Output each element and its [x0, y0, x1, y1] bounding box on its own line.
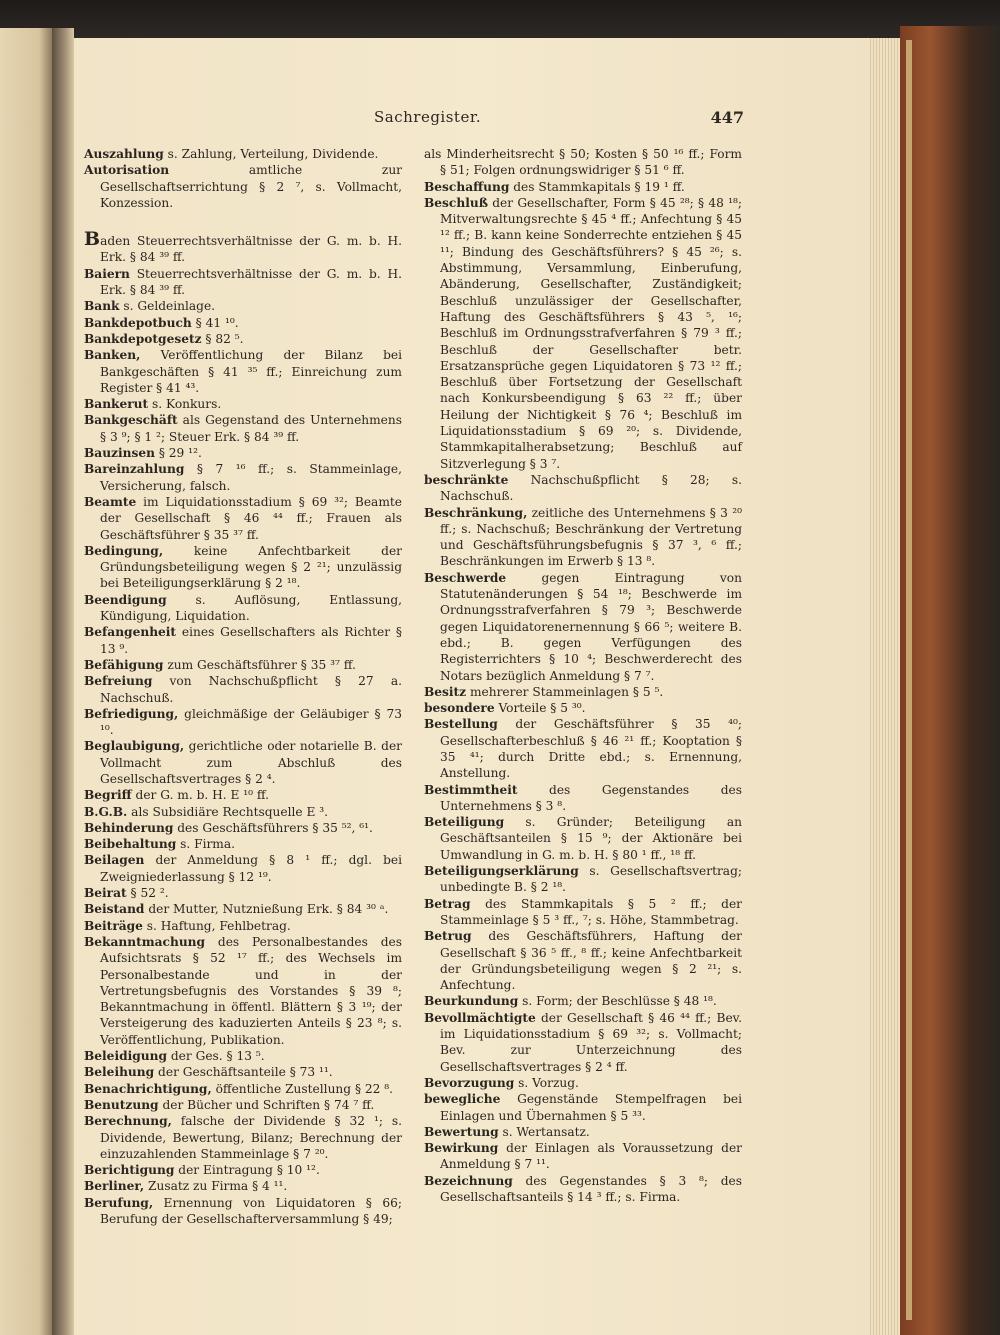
index-entry-heading: Bezeichnung — [424, 1173, 513, 1188]
cover-endpaper-strip — [906, 40, 912, 1320]
index-entry — [84, 592, 402, 625]
index-entry-heading: Bevollmächtigte — [424, 1010, 536, 1025]
index-column-right — [424, 146, 742, 1205]
index-entry-text: s. Haftung, Fehlbetrag. — [142, 918, 291, 933]
index-entry — [84, 461, 402, 494]
index-entry-text: des Personalbestandes des Aufsichtsrats § 52 ¹⁷ ff.; des Wechsels im Personalbestande und in der Vertretungsbefugnis des Vorstandes § 39 ⁸; Bekanntmachung in öffentl. Blättern § 3 ¹⁹; der Versteigerung des kaduzierten Anteils § 23 ⁸; s. Veröffentlichung, Publikation. — [100, 934, 402, 1047]
index-entry — [424, 195, 742, 472]
index-entry-heading: Behinderung — [84, 820, 174, 835]
index-entry-text: als Gegenstand des Unternehmens § 3 ⁹; § 1 ²; Steuer Erk. § 84 ³⁹ ff. — [100, 413, 402, 444]
index-entry-text: Gegenstände Stempelfragen bei Einlagen und Übernahmen § 5 ³³. — [440, 1092, 742, 1123]
index-entry-text: der Gesellschafter, Form § 45 ²⁸; § 48 ¹⁸; Mitverwaltungsrechte § 45 ⁴ ff.; Anfechtung § 45 ¹² ff.; B. kann keine Sonderrechte entziehen § 45 ¹¹; Bindung des Geschäftsführers? § 45 ²⁶; s. Abstimmung, Versammlung, Einberufung, Abänderung, Gesellschafter, Zuständigkeit; Beschluß unzulässiger der Gesellschafter, Haftung des Geschäftsführers § 43 ⁵, ¹⁶; Beschluß im Ordnungsstrafverfahren § 79 ³ ff.; Beschluß der Gesellschafter betr. Ersatzansprüche gegen Liquidatoren § 73 ¹² ff.; Beschluß über Fortsetzung der Gesellschaft nach Konkursbeendigung § 63 ²² ff.; über Heilung der Nichtigkeit § 76 ⁴; Beschluß im Liquidationsstadium § 69 ²⁰; s. Dividende, Stammkapitalherabsetzung; Beschluß auf Sitzverlegung § 3 ⁷. — [440, 195, 742, 471]
index-entry — [84, 1064, 402, 1080]
index-entry-heading: Beirat — [84, 886, 127, 901]
index-entry-heading: B — [84, 228, 101, 251]
index-entry-heading: Bewirkung — [424, 1141, 499, 1156]
index-entry-heading: Bank — [84, 299, 120, 314]
index-entry-text: Ernennung von Liquidatoren § 66; Berufung der Gesellschafterversammlung § 49; — [100, 1195, 402, 1226]
index-entry-text: s. Form; der Beschlüsse § 48 ¹⁸. — [518, 994, 717, 1009]
index-entry-heading: Beteiligung — [424, 815, 505, 830]
index-entry-text: falsche der Dividende § 32 ¹; s. Dividende, Bewertung, Bilanz; Berechnung der einzuzahlenden Stammeinlage § 7 ²⁰. — [100, 1114, 402, 1161]
index-entry — [84, 738, 402, 787]
index-entry — [84, 673, 402, 706]
index-entry — [84, 1113, 402, 1162]
index-entry-heading: Beschaffung — [424, 179, 510, 194]
index-entry-text: eines Gesellschafters als Richter § 13 ⁹. — [100, 625, 402, 656]
index-entry-text: § 41 ¹⁰. — [191, 315, 239, 330]
index-entry-heading: Bareinzahlung — [84, 462, 185, 477]
index-entry — [424, 472, 742, 505]
index-entry — [84, 624, 402, 657]
index-entry-text: s. Vorzug. — [514, 1075, 579, 1090]
index-entry — [84, 315, 402, 331]
index-entry-heading: Beibehaltung — [84, 837, 177, 852]
index-entry-text: als Minderheitsrecht § 50; Kosten § 50 ¹⁶ ff.; Form § 51; Folgen ordnungswidriger § 51 ⁶ ff. — [424, 147, 742, 178]
index-entry — [424, 505, 742, 570]
index-entry — [84, 836, 402, 852]
index-entry-text: § 7 ¹⁶ ff.; s. Stammeinlage, Versicherung, falsch. — [100, 462, 402, 493]
index-entry-heading: Betrag — [424, 896, 471, 911]
index-entry-text: s. Wertansatz. — [498, 1124, 590, 1139]
index-entry-text: keine Anfechtbarkeit der Gründungsbeteiligung wegen § 2 ²¹; unzulässig bei Beteiligungserklärung § 2 ¹⁸. — [100, 543, 402, 591]
index-entry — [84, 934, 402, 1048]
index-entry-heading: Bestellung — [424, 717, 498, 732]
index-entry-text: der Geschäftsanteile § 73 ¹¹. — [154, 1065, 333, 1080]
facing-page-edge — [0, 28, 52, 1335]
index-entry — [424, 716, 742, 781]
index-entry — [84, 1178, 402, 1194]
index-entry-text: des Stammkapitals § 5 ² ff.; der Stammeinlage § 5 ³ ff., ⁷; s. Höhe, Stammbetrag. — [440, 896, 742, 927]
index-entry-text: § 29 ¹². — [154, 446, 202, 461]
index-entry-text: Veröffentlichung der Bilanz bei Bankgeschäften § 41 ³⁵ ff.; Einreichung zum Register § 41 ⁴³. — [100, 348, 402, 395]
index-entry-heading: B.G.B. — [84, 804, 128, 819]
index-entry-heading: Berufung, — [84, 1195, 154, 1210]
index-entry-text: der Ges. § 13 ⁵. — [167, 1049, 265, 1064]
index-entry-heading: Berliner, — [84, 1179, 145, 1194]
index-entry-text: der G. m. b. H. E ¹⁰ ff. — [131, 788, 270, 803]
index-entry — [84, 543, 402, 592]
index-entry — [84, 146, 402, 162]
page-edges — [868, 38, 900, 1335]
index-entry-heading: Bankgeschäft — [84, 413, 178, 428]
section-gap — [84, 211, 402, 231]
index-entry-text: s. Geldeinlage. — [119, 299, 216, 314]
index-entry-heading: beschränkte — [424, 472, 509, 487]
index-entry-text: Nachschußpflicht § 28; s. Nachschuß. — [440, 472, 742, 504]
index-entry — [84, 162, 402, 211]
index-entry-text: s. Konkurs. — [148, 397, 222, 412]
index-entry-heading: Befangenheit — [84, 625, 177, 640]
index-entry-heading: Beleidigung — [84, 1049, 167, 1064]
index-entry-heading: Benachrichtigung, — [84, 1081, 212, 1096]
index-entry — [424, 896, 742, 929]
book-cover-right — [900, 26, 1000, 1335]
index-entry — [84, 1081, 402, 1097]
index-entry — [424, 863, 742, 896]
index-entry — [84, 852, 402, 885]
index-entry-heading: Beteiligungserklärung — [424, 864, 579, 879]
index-entry — [84, 396, 402, 412]
index-entry-heading: Bestimmtheit — [424, 782, 518, 797]
index-entry-text: Zusatz zu Firma § 4 ¹¹. — [144, 1179, 288, 1194]
index-entry — [424, 1010, 742, 1075]
index-entry — [424, 1173, 742, 1206]
index-entry-text: der Mutter, Nutznießung Erk. § 84 ³⁰ ᵃ. — [144, 902, 389, 917]
index-entry — [424, 684, 742, 700]
index-entry-heading: Befähigung — [84, 657, 164, 672]
index-entry — [424, 146, 742, 179]
running-head: Sachregister. — [374, 108, 482, 126]
index-entry — [424, 1075, 742, 1091]
book-gutter — [52, 28, 74, 1335]
index-entry-heading: Bevorzugung — [424, 1075, 515, 1090]
index-entry — [84, 298, 402, 314]
index-entry-text: zum Geschäftsführer § 35 ³⁷ ff. — [163, 657, 356, 672]
index-entry — [84, 1097, 402, 1113]
index-entry-text: des Stammkapitals § 19 ¹ ff. — [509, 179, 685, 194]
index-entry-heading: Auszahlung — [84, 147, 164, 161]
index-entry-heading: Berechnung, — [84, 1114, 172, 1129]
index-entry-text: § 82 ⁵. — [201, 331, 244, 346]
index-entry — [84, 820, 402, 836]
index-entry — [84, 445, 402, 461]
index-entry — [84, 266, 402, 299]
index-entry — [84, 494, 402, 543]
index-entry-heading: Bankdepotbuch — [84, 315, 192, 330]
index-entry-text: des Gegenstandes des Unternehmens § 3 ⁸. — [440, 782, 742, 813]
index-entry-text: der Eintragung § 10 ¹². — [174, 1163, 320, 1178]
index-entry-text: als Subsidiäre Rechtsquelle E ³. — [127, 804, 329, 819]
index-entry — [84, 412, 402, 445]
index-entry-heading: Autorisation — [84, 163, 170, 178]
index-entry-heading: Beglaubigung, — [84, 739, 185, 754]
index-entry-heading: Besitz — [424, 684, 467, 699]
index-entry — [84, 228, 402, 266]
index-entry-text: s. Firma. — [176, 837, 235, 852]
index-entry-text: Steuerrechtsverhältnisse der G. m. b. H. Erk. § 84 ³⁹ ff. — [100, 266, 402, 298]
index-entry-text: zeitliche des Unternehmens § 3 ²⁰ ff.; s. Nachschuß; Beschränkung der Vertretung und Geschäftsführungsbefugnis § 37 ³, ⁶ ff.; Beschränkungen im Erwerb § 13 ⁸. — [440, 505, 742, 569]
index-entry-text: § 52 ². — [126, 886, 169, 901]
index-entry-heading: Befreiung — [84, 674, 153, 689]
index-entry-text: Vorteile § 5 ³⁰. — [494, 701, 586, 716]
index-entry-text: gegen Eintragung von Statutenänderungen § 54 ¹⁸; Beschwerde im Ordnungsstrafverfahren § 79 ³; Beschwerde gegen Liquidatorenernennung § 66 ⁵; weitere B. ebd.; B. gegen Verfügungen des Registerrichters § 10 ⁴; Beschwerderecht des Notars bezüglich Anmeldung § 7 ⁷. — [440, 570, 742, 683]
page-number: 447 — [710, 108, 744, 127]
index-entry — [424, 1140, 742, 1173]
index-entry-heading: besondere — [424, 701, 495, 716]
index-entry-heading: Bankdepotgesetz — [84, 331, 202, 346]
index-entry-text: s. Gesellschaftsvertrag; unbedingte B. § 2 ¹⁸. — [440, 864, 742, 895]
index-entry-text: des Geschäftsführers, Haftung der Gesellschaft § 36 ⁵ ff., ⁸ ff.; keine Anfechtbarkeit der Gründungsbeteiligung wegen § 2 ²¹; s. Anfechtung. — [440, 929, 742, 993]
index-entry-heading: Bedingung, — [84, 543, 164, 558]
index-entry-heading: Bauzinsen — [84, 446, 155, 461]
index-entry-heading: Beistand — [84, 902, 145, 917]
index-entry-heading: Beilagen — [84, 853, 145, 868]
index-entry-heading: Banken, — [84, 348, 141, 363]
index-entry-heading: Berichtigung — [84, 1163, 175, 1178]
index-entry — [84, 1162, 402, 1178]
index-entry — [84, 706, 402, 739]
book-cover-top — [0, 0, 1000, 40]
index-entry — [424, 1124, 742, 1140]
index-entry — [424, 700, 742, 716]
index-entry-heading: Beurkundung — [424, 994, 519, 1009]
index-entry-text: gleichmäßige der Geläubiger § 73 ¹⁰. — [100, 706, 402, 738]
index-entry — [84, 885, 402, 901]
index-entry-heading: Betrug — [424, 929, 472, 944]
index-entry-heading: Befriedigung, — [84, 706, 179, 721]
index-entry-text: im Liquidationsstadium § 69 ³²; Beamte der Gesellschaft § 46 ⁴⁴ ff.; Frauen als Geschäftsführer § 35 ³⁷ ff. — [100, 494, 402, 542]
index-entry — [424, 814, 742, 863]
index-entry-heading: Beschluß — [424, 195, 488, 210]
index-entry-text: mehrerer Stammeinlagen § 5 ⁵. — [466, 684, 664, 699]
index-entry — [424, 782, 742, 815]
index-entry-heading: Beschränkung, — [424, 505, 528, 520]
index-entry — [424, 1091, 742, 1124]
index-entry-text: von Nachschußpflicht § 27 a. Nachschuß. — [100, 674, 402, 705]
page-header — [84, 108, 744, 134]
index-entry — [84, 901, 402, 917]
index-entry-text: öffentliche Zustellung § 22 ⁸. — [211, 1081, 394, 1096]
index-entry — [424, 928, 742, 993]
index-entry-heading: Bewertung — [424, 1124, 499, 1139]
index-entry-text: der Geschäftsführer § 35 ⁴⁰; Gesellschafterbeschluß § 46 ²¹ ff.; Kooptation § 35 ⁴¹; durch Dritte ebd.; s. Ernennung, Anstellung. — [440, 717, 742, 781]
index-entry-heading: Benutzung — [84, 1097, 159, 1112]
index-entry-text: des Gegenstandes § 3 ⁸; des Gesellschaftsanteils § 14 ³ ff.; s. Firma. — [440, 1173, 742, 1204]
index-entry-heading: Beiträge — [84, 918, 143, 933]
index-entry — [84, 787, 402, 803]
index-entry — [84, 918, 402, 934]
index-entry-text: amtliche zur Gesellschaftserrichtung § 2 ⁷, s. Vollmacht, Konzession. — [100, 163, 402, 210]
index-entry-text: s. Gründer; Beteiligung an Geschäftsanteilen § 15 ⁹; der Aktionäre bei Umwandlung in G. m. b. H. § 80 ¹ ff., ¹⁸ ff. — [440, 815, 742, 862]
index-entry — [84, 1195, 402, 1228]
index-entry-heading: Beleihung — [84, 1065, 155, 1080]
index-entry — [84, 347, 402, 396]
index-entry — [84, 1048, 402, 1064]
index-entry-text: aden Steuerrechtsverhältnisse der G. m. b. H. Erk. § 84 ³⁹ ff. — [100, 234, 402, 265]
index-entry — [84, 804, 402, 820]
index-entry-heading: Beschwerde — [424, 570, 507, 585]
index-entry-heading: Bekanntmachung — [84, 934, 206, 949]
index-entry-text: der Einlagen als Voraussetzung der Anmeldung § 7 ¹¹. — [440, 1141, 742, 1172]
index-entry — [424, 570, 742, 684]
index-entry-heading: bewegliche — [424, 1092, 501, 1107]
index-entry-text: der Anmeldung § 8 ¹ ff.; dgl. bei Zweigniederlassung § 12 ¹⁹. — [100, 853, 402, 884]
index-entry-text: der Bücher und Schriften § 74 ⁷ ff. — [158, 1097, 375, 1112]
index-entry-text: gerichtliche oder notarielle B. der Vollmacht zum Abschluß des Gesellschaftsvertrages § 2 ⁴. — [100, 739, 402, 786]
index-column-left — [84, 146, 402, 1227]
index-entry — [84, 331, 402, 347]
index-entry-heading: Bankerut — [84, 397, 149, 412]
index-entry — [424, 993, 742, 1009]
index-entry-text: s. Zahlung, Verteilung, Dividende. — [163, 147, 379, 161]
index-entry-text: des Geschäftsführers § 35 ⁵², ⁶¹. — [173, 820, 373, 835]
index-entry-heading: Beamte — [84, 494, 137, 509]
index-entry-heading: Begriff — [84, 788, 132, 803]
index-entry-text: s. Auflösung, Entlassung, Kündigung, Liquidation. — [100, 592, 402, 624]
index-entry-heading: Beendigung — [84, 592, 167, 607]
index-entry-text: der Gesellschaft § 46 ⁴⁴ ff.; Bev. im Liquidationsstadium § 69 ³²; s. Vollmacht; Bev. zur Unterzeichnung des Gesellschaftsvertrages § 2 ⁴ ff. — [440, 1010, 742, 1074]
index-entry — [84, 657, 402, 673]
index-entry-heading: Baiern — [84, 266, 130, 281]
index-entry — [424, 179, 742, 195]
